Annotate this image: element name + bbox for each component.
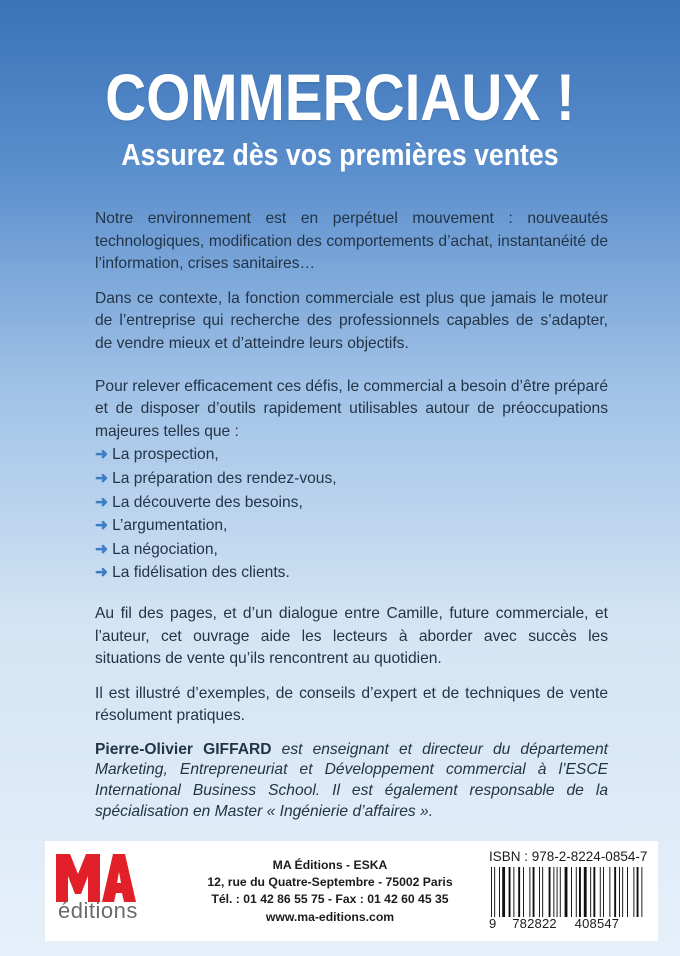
author-bio: [95, 740, 608, 822]
isbn-label: ISBN : 978-2-8224-0854-7: [489, 849, 648, 864]
barcode-digits-right: 408547: [574, 916, 620, 931]
logo-text: éditions: [58, 898, 138, 923]
paragraph-illustrated: Il est illustré d’exemples, de conseils d’expert et de techniques de vente résolument pratiques.: [95, 684, 608, 725]
barcode-bar: [502, 867, 505, 917]
publisher-name: MA Éditions - ESKA: [272, 858, 388, 872]
paragraph-intro: Notre environnement est en perpétuel mouvement : nouveautés technologiques, modification des comportements d’achat, instantanéité de l’information, crises sanitaires…: [95, 210, 608, 273]
barcode-bar: [557, 867, 558, 917]
barcode-bar: [523, 867, 524, 917]
author-description: est enseignant et directeur du département Marketing, Entrepreneuriat et Développement commercial à l’ESCE International Business School. Il est également responsable de la spécialisation en Master « Ingénierie d’affaires ».: [95, 740, 608, 820]
barcode-bar: [600, 867, 601, 917]
publisher-phone: Tél. : 01 42 86 55 75 - Fax : 01 42 60 45 35: [211, 892, 449, 907]
barcode-bar: [619, 867, 620, 917]
barcode-bar: [539, 867, 540, 917]
barcode-bar: [627, 867, 628, 917]
list-item: ➜ La découverte des besoins,: [95, 493, 303, 511]
list-item: ➜ La préparation des rendez-vous,: [95, 469, 337, 487]
barcode-bar: [622, 867, 623, 917]
barcode-digit-lead: 9: [489, 916, 497, 931]
barcode-bar: [579, 867, 581, 917]
barcode-bar: [609, 867, 610, 917]
list-item: ➜ La négociation,: [95, 540, 218, 558]
author-name: Pierre-Olivier GIFFARD: [95, 740, 272, 758]
barcode-icon: [489, 867, 645, 917]
arrow-right-icon: ➜: [95, 469, 109, 487]
topics-list: [95, 443, 608, 585]
list-item: ➜ La fidélisation des clients.: [95, 564, 290, 582]
ma-logo-icon: [56, 850, 136, 902]
barcode-bar: [633, 867, 634, 917]
barcode-bar: [518, 867, 520, 917]
paragraph-dialogue: Au fil des pages, et d’un dialogue entre Camille, future commerciale, et l’auteur, cet ouvrage aide les lecteurs à aborder avec succès les situations de vente qu’ils rencontrent au quotidien.: [95, 604, 608, 668]
barcode-bar: [491, 867, 492, 917]
arrow-right-icon: ➜: [95, 493, 109, 511]
list-item: ➜ La prospection,: [95, 446, 219, 464]
barcode-digits: [489, 916, 649, 931]
publisher-website: www.ma-editions.com: [265, 909, 395, 924]
ma-editions-logo: [56, 850, 136, 932]
barcode-bar: [549, 867, 551, 917]
paragraph-context: Dans ce contexte, la fonction commerciale est plus que jamais le moteur de l’entreprise qui recherche des professionnels capables de s’adapter, de vendre mieux et d’atteindre leurs objectifs.: [95, 289, 608, 352]
publisher-info: [180, 857, 480, 926]
paragraph-challenges: Pour relever efficacement ces défis, le commercial a besoin d’être préparé et de disposer d’outils rapidement utilisables autour de préoccupations majeures telles que :: [95, 377, 608, 440]
barcode-bar: [584, 867, 587, 917]
arrow-right-icon: ➜: [95, 446, 109, 464]
title-block: [0, 62, 680, 174]
barcode-bar: [576, 867, 577, 917]
barcode-bar: [542, 867, 543, 917]
barcode-bar: [637, 867, 639, 917]
barcode-bar: [529, 867, 530, 917]
barcode-bar: [553, 867, 554, 917]
barcode-bar: [513, 867, 514, 917]
arrow-right-icon: ➜: [95, 540, 109, 558]
barcode-bar: [560, 867, 561, 917]
back-cover-text: [95, 208, 608, 834]
barcode-bar: [499, 867, 500, 917]
barcode-bar: [614, 867, 616, 917]
barcode-bar: [571, 867, 572, 917]
barcode-bar: [565, 867, 568, 917]
list-item: ➜ L’argumentation,: [95, 517, 228, 535]
barcode-bar: [641, 867, 642, 917]
arrow-right-icon: ➜: [95, 517, 109, 535]
barcode-bar: [494, 867, 495, 917]
barcode-bar: [509, 867, 511, 917]
barcode-bar: [590, 867, 591, 917]
arrow-right-icon: ➜: [95, 564, 109, 582]
barcode-bar: [533, 867, 535, 917]
publisher-address: 12, rue du Quatre-Septembre - 75002 Paris: [207, 875, 453, 890]
barcode-bar: [603, 867, 604, 917]
book-title: COMMERCIAUX !: [105, 60, 575, 134]
book-subtitle: Assurez dès vos premières ventes: [121, 137, 559, 172]
barcode-bar: [593, 867, 595, 917]
barcode-digits-left: 782822: [512, 916, 557, 931]
